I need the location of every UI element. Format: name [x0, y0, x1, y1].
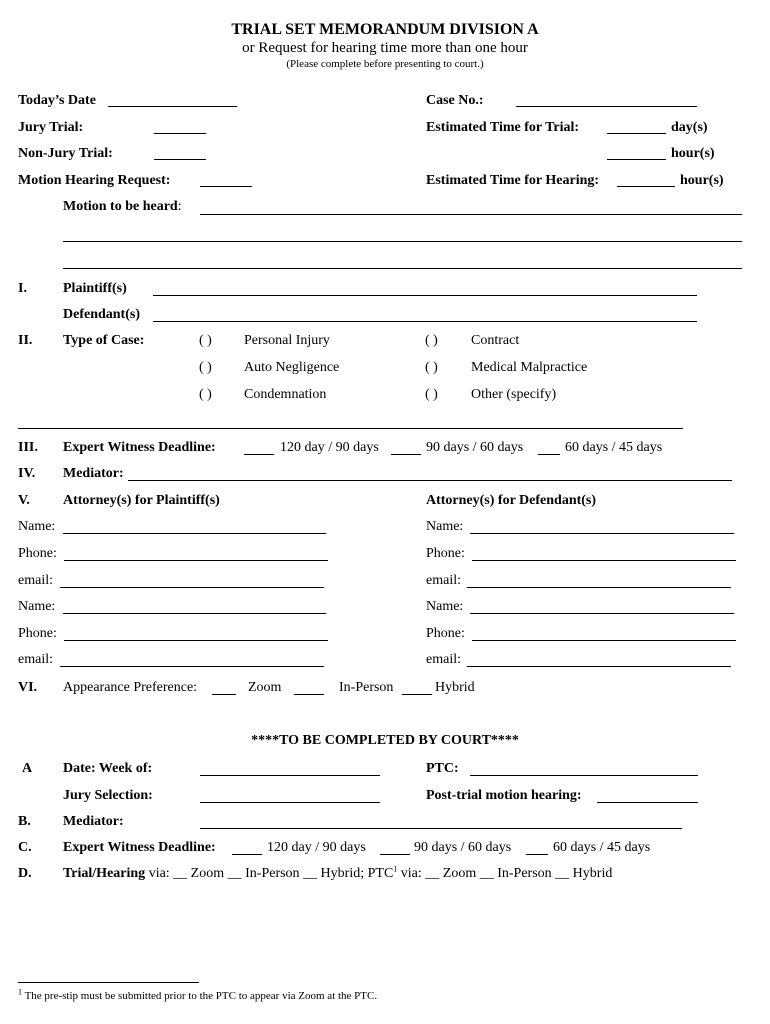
court-expert-opt2-field[interactable] [380, 854, 410, 855]
motion-colon: : [177, 199, 182, 214]
plaintiff-email-label-2: email: [18, 652, 53, 667]
expert-opt1-label: 120 day / 90 days [280, 440, 379, 455]
court-expert-deadline-label: Expert Witness Deadline: [63, 840, 216, 855]
trial-hearing-line [63, 864, 613, 881]
motion-field-line-2[interactable] [63, 241, 742, 242]
plaintiff-email-label-1: email: [18, 573, 53, 588]
expert-opt3-field[interactable] [538, 454, 560, 455]
defendant-phone-label-2: Phone: [426, 626, 465, 641]
mediator-field[interactable] [128, 480, 732, 481]
trial-hearing-label: Trial/Hearing [63, 866, 146, 881]
defendant-name-label-1: Name: [426, 519, 464, 534]
court-expert-opt3-field[interactable] [526, 854, 548, 855]
appearance-label: Appearance Preference: [63, 680, 198, 695]
est-hearing-hours-field[interactable] [617, 186, 675, 187]
trial-hearing-via: via: __ Zoom __ In-Person __ Hybrid; PTC [148, 866, 394, 881]
defendant-email-field-1[interactable] [467, 587, 731, 588]
court-c-number: C. [18, 840, 32, 855]
section-iv-number: IV. [18, 466, 36, 481]
hours-hearing-label: hour(s) [680, 173, 724, 188]
checkbox-medical-malpractice[interactable]: ( ) [425, 360, 438, 375]
other-specify-field[interactable] [18, 428, 683, 429]
est-days-field[interactable] [607, 133, 666, 134]
mediator-label: Mediator: [63, 466, 124, 481]
case-no-label: Case No.: [426, 93, 484, 108]
footnote-text: The pre-stip must be submitted prior to the PTC to appear via Zoom at the PTC. [24, 990, 378, 1002]
ptc-label: PTC: [426, 761, 459, 776]
footnote [18, 987, 378, 1002]
defendant-phone-field-2[interactable] [472, 640, 736, 641]
jury-trial-field[interactable] [154, 133, 206, 134]
checkbox-condemnation[interactable]: ( ) [199, 387, 212, 402]
expert-opt2-field[interactable] [391, 454, 421, 455]
case-no-field[interactable] [516, 106, 697, 107]
defendant-email-label-1: email: [426, 573, 461, 588]
footnote-marker: 1 [393, 864, 398, 874]
days-label: day(s) [671, 120, 708, 135]
defendant-phone-label-1: Phone: [426, 546, 465, 561]
appearance-hybrid-field[interactable] [402, 694, 432, 695]
defendant-email-field-2[interactable] [467, 666, 731, 667]
defendant-email-label-2: email: [426, 652, 461, 667]
defendants-field[interactable] [153, 321, 697, 322]
plaintiff-phone-label-2: Phone: [18, 626, 57, 641]
est-time-hearing-label: Estimated Time for Hearing: [426, 173, 600, 188]
court-expert-opt1-field[interactable] [232, 854, 262, 855]
case-type-condemnation: Condemnation [244, 387, 327, 402]
non-jury-trial-label: Non-Jury Trial: [18, 146, 113, 161]
court-a-number: A [22, 761, 33, 776]
plaintiff-name-label-1: Name: [18, 519, 56, 534]
expert-opt1-field[interactable] [244, 454, 274, 455]
post-trial-label: Post-trial motion hearing: [426, 788, 582, 803]
appearance-in-person-label: In-Person [339, 680, 394, 695]
appearance-in-person-field[interactable] [294, 694, 324, 695]
case-type-other: Other (specify) [471, 387, 557, 402]
court-mediator-field[interactable] [200, 828, 682, 829]
defendant-name-field-1[interactable] [470, 533, 734, 534]
hours-label: hour(s) [671, 146, 715, 161]
motion-to-be-heard-text: Motion to be heard [63, 199, 178, 214]
jury-trial-label: Jury Trial: [18, 120, 84, 135]
non-jury-trial-field[interactable] [154, 159, 206, 160]
section-iii-number: III. [18, 440, 38, 455]
defendant-name-label-2: Name: [426, 599, 464, 614]
court-expert-opt3-label: 60 days / 45 days [553, 840, 651, 855]
est-time-trial-label: Estimated Time for Trial: [426, 120, 580, 135]
checkbox-contract[interactable]: ( ) [425, 333, 438, 348]
checkbox-personal-injury[interactable]: ( ) [199, 333, 212, 348]
page-title: TRIAL SET MEMORANDUM DIVISION A [231, 21, 539, 38]
court-expert-opt2-label: 90 days / 60 days [414, 840, 512, 855]
ptc-via: via: __ Zoom __ In-Person __ Hybrid [397, 866, 613, 881]
checkbox-other[interactable]: ( ) [425, 387, 438, 402]
defendant-phone-field-1[interactable] [472, 560, 736, 561]
case-type-medical-malpractice: Medical Malpractice [471, 360, 588, 375]
footnote-number: 1 [18, 987, 22, 997]
jury-selection-label: Jury Selection: [63, 788, 153, 803]
est-hours-field[interactable] [607, 159, 666, 160]
appearance-zoom-label: Zoom [248, 680, 282, 695]
attorney-defendant-heading: Attorney(s) for Defendant(s) [426, 493, 597, 508]
motion-field-line-1[interactable] [200, 214, 742, 215]
date-week-of-label: Date: Week of: [63, 761, 153, 776]
plaintiffs-label: Plaintiff(s) [63, 281, 127, 296]
defendant-name-field-2[interactable] [470, 613, 734, 614]
ptc-field[interactable] [470, 775, 698, 776]
plaintiff-phone-label-1: Phone: [18, 546, 57, 561]
plaintiff-name-field-2[interactable] [63, 613, 326, 614]
defendants-label: Defendant(s) [63, 307, 140, 322]
section-ii-number: II. [18, 333, 33, 348]
expert-opt2-label: 90 days / 60 days [426, 440, 524, 455]
expert-deadline-label: Expert Witness Deadline: [63, 440, 216, 455]
appearance-hybrid-label: Hybrid [435, 680, 475, 695]
section-v-number: V. [18, 493, 30, 508]
court-mediator-label: Mediator: [63, 814, 124, 829]
footnote-rule [18, 982, 199, 983]
motion-hearing-request-label: Motion Hearing Request: [18, 173, 171, 188]
instruction-note: (Please complete before presenting to court.) [286, 58, 484, 70]
todays-date-label: Today’s Date [18, 93, 96, 108]
section-vi-number: VI. [18, 680, 38, 695]
motion-field-line-3[interactable] [63, 268, 742, 269]
post-trial-field[interactable] [597, 802, 698, 803]
plaintiff-name-field-1[interactable] [63, 533, 326, 534]
case-type-auto-negligence: Auto Negligence [244, 360, 340, 375]
plaintiff-phone-field-1[interactable] [64, 560, 328, 561]
court-expert-opt1-label: 120 day / 90 days [267, 840, 366, 855]
plaintiff-name-label-2: Name: [18, 599, 56, 614]
plaintiff-phone-field-2[interactable] [64, 640, 328, 641]
checkbox-auto-negligence[interactable]: ( ) [199, 360, 212, 375]
page-subtitle: or Request for hearing time more than one hour [242, 40, 528, 56]
motion-hearing-request-field[interactable] [200, 186, 252, 187]
court-d-number: D. [18, 866, 32, 881]
attorney-plaintiff-heading: Attorney(s) for Plaintiff(s) [63, 493, 220, 508]
plaintiffs-field[interactable] [153, 295, 697, 296]
section-i-number: I. [18, 281, 27, 296]
jury-selection-field[interactable] [200, 802, 380, 803]
expert-opt3-label: 60 days / 45 days [565, 440, 663, 455]
appearance-zoom-field[interactable] [212, 694, 236, 695]
plaintiff-email-field-2[interactable] [60, 666, 324, 667]
case-type-contract: Contract [471, 333, 520, 348]
todays-date-field[interactable] [108, 106, 237, 107]
motion-to-be-heard-label [63, 200, 182, 214]
date-week-of-field[interactable] [200, 775, 380, 776]
case-type-personal-injury: Personal Injury [244, 333, 330, 348]
court-section-heading: ****TO BE COMPLETED BY COURT**** [251, 733, 519, 748]
plaintiff-email-field-1[interactable] [60, 587, 324, 588]
court-b-number: B. [18, 814, 31, 829]
type-of-case-label: Type of Case: [63, 333, 145, 348]
